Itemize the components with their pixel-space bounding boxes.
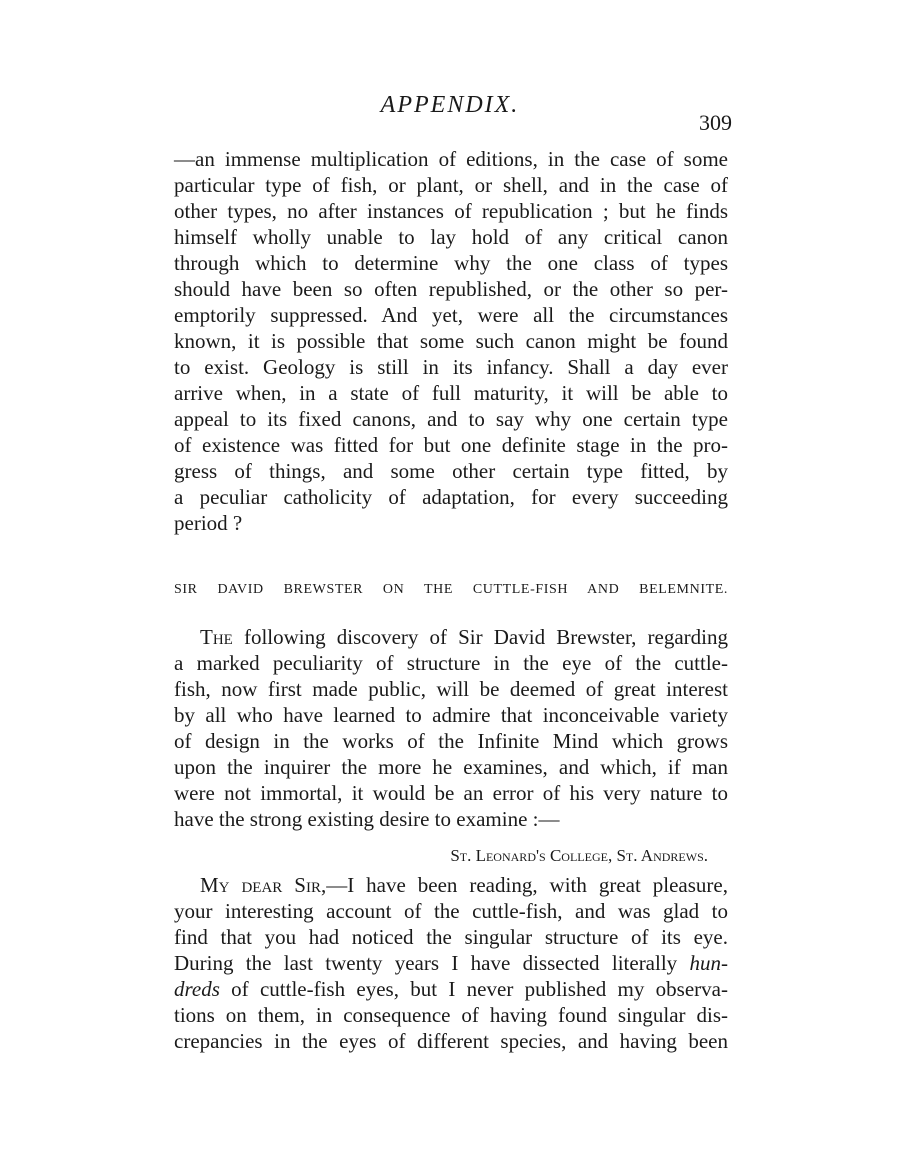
text-line: appeal to its fixed canons, and to say why one certain type bbox=[174, 407, 728, 431]
italic-word: hun- bbox=[689, 951, 728, 975]
text-line bbox=[174, 976, 728, 1002]
text-line: gress of things, and some other certain type fitted, by bbox=[174, 459, 728, 483]
letter-address: St. Leonard's College, St. Andrews. bbox=[450, 846, 708, 865]
text-run: of cuttle-fish eyes, but I never published my observa- bbox=[219, 977, 728, 1001]
text-line: upon the inquirer the more he examines, and which, if man bbox=[174, 755, 728, 779]
section-heading: SIR DAVID BREWSTER ON THE CUTTLE-FISH AND BELEMNITE. bbox=[174, 582, 728, 597]
text-line: were not immortal, it would be an error of his very nature to bbox=[174, 781, 728, 805]
text-line: particular type of fish, or plant, or shell, and in the case of bbox=[174, 173, 728, 197]
text-line: other types, no after instances of republication ; but he finds bbox=[174, 199, 728, 223]
text-line: through which to determine why the one class of types bbox=[174, 251, 728, 275]
text-line bbox=[200, 872, 728, 898]
small-caps-lead: The bbox=[200, 625, 233, 649]
text-line: your interesting account of the cuttle-fish, and was glad to bbox=[174, 899, 728, 923]
text-line: tions on them, in consequence of having found singular dis- bbox=[174, 1003, 728, 1027]
text-line: find that you had noticed the singular structure of its eye. bbox=[174, 925, 728, 949]
running-title: APPENDIX. bbox=[380, 92, 520, 118]
text-run: During the last twenty years I have dissected literally bbox=[174, 951, 690, 975]
text-line: —an immense multiplication of editions, in the case of some bbox=[174, 147, 728, 171]
text-line: should have been so often republished, or the other so per- bbox=[174, 277, 728, 301]
text-line: a peculiar catholicity of adaptation, for every succeeding bbox=[174, 485, 728, 509]
italic-word: dreds bbox=[174, 977, 220, 1001]
text-line bbox=[174, 950, 728, 976]
text-line bbox=[200, 624, 728, 650]
text-line: period ? bbox=[174, 511, 243, 535]
text-line: of design in the works of the Infinite Mind which grows bbox=[174, 729, 728, 753]
text-line: have the strong existing desire to examine :— bbox=[174, 807, 560, 831]
text-line: crepancies in the eyes of different species, and having been bbox=[174, 1029, 728, 1053]
text-line: himself wholly unable to lay hold of any critical canon bbox=[174, 225, 728, 249]
text-line: a marked peculiarity of structure in the eye of the cuttle- bbox=[174, 651, 728, 675]
text-run: following discovery of Sir David Brewster, regarding bbox=[232, 625, 728, 649]
text-line: by all who have learned to admire that inconceivable variety bbox=[174, 703, 728, 727]
text-line: known, it is possible that some such canon might be found bbox=[174, 329, 728, 353]
salutation: My dear Sir, bbox=[200, 873, 327, 897]
page-number: 309 bbox=[699, 110, 732, 135]
text-line: fish, now first made public, will be deemed of great interest bbox=[174, 677, 728, 701]
text-line: arrive when, in a state of full maturity, it will be able to bbox=[174, 381, 728, 405]
text-line: emptorily suppressed. And yet, were all the circumstances bbox=[174, 303, 728, 327]
text-run: —I have been reading, with great pleasure, bbox=[326, 873, 728, 897]
text-line: to exist. Geology is still in its infancy. Shall a day ever bbox=[174, 355, 728, 379]
text-line: of existence was fitted for but one definite stage in the pro- bbox=[174, 433, 728, 457]
